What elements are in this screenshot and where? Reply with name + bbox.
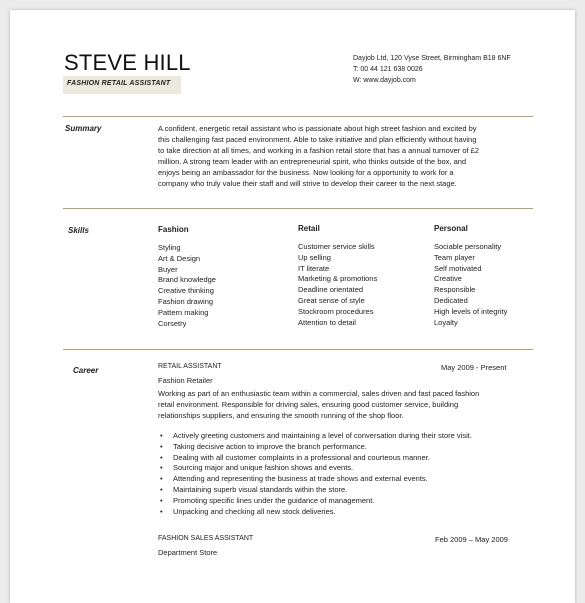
skills-column-heading-retail: Retail xyxy=(298,224,320,233)
skill-item: IT literate xyxy=(298,263,330,273)
skill-item: High levels of integrity xyxy=(434,306,508,316)
job-title-1: RETAIL ASSISTANT xyxy=(158,363,222,370)
skill-item: Responsible xyxy=(434,285,476,295)
duty-item xyxy=(158,463,472,474)
skill-item: Attention to detail xyxy=(298,317,356,327)
skill-item: Sociable personality xyxy=(434,242,502,251)
duty-text: Maintaining superb visual standards within the store. xyxy=(173,484,348,494)
skill-item: Deadline orientated xyxy=(298,285,364,295)
duty-item xyxy=(158,496,472,507)
skill-item: Self motivated xyxy=(434,263,482,273)
job-company-1: Fashion Retailer xyxy=(158,376,213,385)
job-dates-1: May 2009 - Present xyxy=(441,363,507,372)
bullet-icon: • xyxy=(160,506,163,516)
summary-line: million. A strong team leader with an entrepreneurial spirit, who thinks outside of the box, and xyxy=(158,157,467,166)
skill-item: Brand knowledge xyxy=(158,275,216,285)
career-heading: Career xyxy=(73,366,99,375)
skill-item: Marketing & promotions xyxy=(298,274,378,284)
skills-column-heading-personal: Personal xyxy=(434,224,468,233)
duty-item xyxy=(158,442,472,453)
duty-text: Sourcing major and unique fashion shows and events. xyxy=(173,463,354,473)
job-title: FASHION RETAIL ASSISTANT xyxy=(67,80,171,87)
duty-item xyxy=(158,453,472,464)
summary-heading: Summary xyxy=(65,124,102,133)
contact-address: Dayjob Ltd, 120 Vyse Street, Birmingham B18 6NF xyxy=(353,55,511,62)
job-dates-2: Feb 2009 – May 2009 xyxy=(435,535,508,544)
skill-item: Art & Design xyxy=(158,253,201,263)
skill-item: Team player xyxy=(434,252,475,262)
skill-item: Styling xyxy=(158,243,181,252)
duty-text: Attending and representing the business at trade shows and external events. xyxy=(173,474,428,484)
duty-text: Actively greeting customers and maintaining a level of conversation during their store visit. xyxy=(173,431,472,440)
duty-text: Promoting specific lines under the guidance of management. xyxy=(173,495,375,505)
summary-line: enjoys being an ambassador for the business. Now looking for a opportunity to work for a xyxy=(158,168,454,177)
duty-text: Unpacking and checking all new stock deliveries. xyxy=(173,506,336,516)
duty-item xyxy=(158,474,472,485)
bullet-icon: • xyxy=(160,484,163,494)
summary-line: A confident, energetic retail assistant who is passionate about high street fashion and excited by xyxy=(158,124,477,133)
skill-item: Customer service skills xyxy=(298,242,375,251)
job-description-1 xyxy=(158,388,479,421)
contact-block xyxy=(353,53,511,86)
resume-page xyxy=(10,10,575,603)
duty-item xyxy=(158,431,472,442)
job-description-line: relationships suppliers, and ensuring the smooth running of the shop floor. xyxy=(158,411,404,420)
contact-phone: T: 00 44 121 638 0026 xyxy=(353,66,423,73)
job-company-2: Department Store xyxy=(158,548,218,557)
duty-item xyxy=(158,507,472,518)
job-title-2: FASHION SALES ASSISTANT xyxy=(158,535,254,542)
job-description-line: Working as part of an enthusiastic team within a commercial, sales driven and fast paced fashion xyxy=(158,389,480,398)
bullet-icon: • xyxy=(160,474,163,484)
bullet-icon: • xyxy=(160,495,163,505)
section-divider-career xyxy=(63,349,533,350)
skills-list-retail xyxy=(298,242,377,328)
skill-item: Creative xyxy=(434,274,462,284)
duty-text: Taking decisive action to improve the branch performance. xyxy=(173,441,367,451)
skill-item: Stockroom procedures xyxy=(298,306,374,316)
summary-text xyxy=(158,123,479,189)
summary-line: company who truly value their staff and will strive to develop their career to the next stage. xyxy=(158,179,457,188)
skills-column-heading-fashion: Fashion xyxy=(158,225,189,234)
skill-item: Great sense of style xyxy=(298,295,365,305)
bullet-icon: • xyxy=(160,452,163,462)
section-divider-summary xyxy=(63,116,533,117)
contact-web: W: www.dayjob.com xyxy=(353,77,416,84)
skills-list-personal xyxy=(434,242,507,328)
skill-item: Corsetry xyxy=(158,318,187,328)
duty-item xyxy=(158,485,472,496)
summary-line: to take direction at all times, and working in a fashion retail store that has a annual turnover of £2 xyxy=(158,146,480,155)
candidate-name: STEVE HILL xyxy=(64,50,191,75)
section-divider-skills xyxy=(63,208,533,209)
bullet-icon: • xyxy=(160,431,163,440)
skills-heading: Skills xyxy=(68,226,89,235)
bullet-icon: • xyxy=(160,441,163,451)
skill-item: Fashion drawing xyxy=(158,296,214,306)
skill-item: Buyer xyxy=(158,264,178,274)
skill-item: Dedicated xyxy=(434,295,468,305)
skill-item: Pattern making xyxy=(158,307,209,317)
job-description-line: retail environment. Responsible for driving sales, ensuring good customer service, building xyxy=(158,400,459,409)
summary-line: this challenging fast paced environment. Able to take initiative and plan efficiently without having xyxy=(158,135,477,144)
skill-item: Up selling xyxy=(298,252,331,262)
skills-list-fashion xyxy=(158,243,216,329)
skill-item: Creative thinking xyxy=(158,286,214,296)
bullet-icon: • xyxy=(160,463,163,473)
skill-item: Loyalty xyxy=(434,317,458,327)
job-duties-list-1 xyxy=(158,431,472,517)
duty-text: Dealing with all customer complaints in a professional and courteous manner. xyxy=(173,452,430,462)
